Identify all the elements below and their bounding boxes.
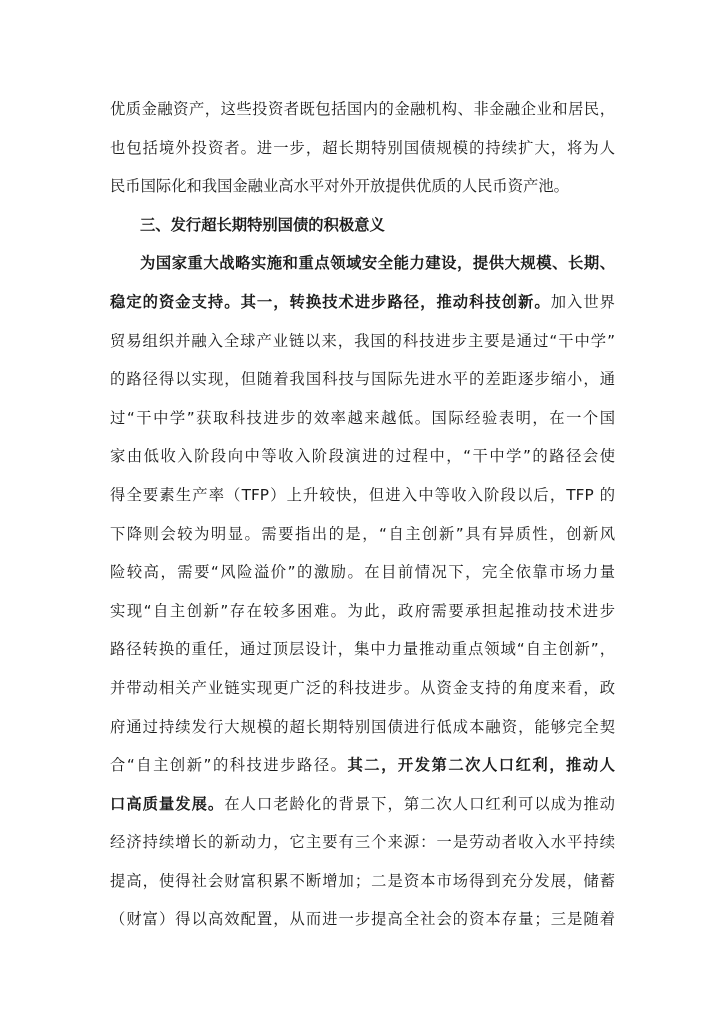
paragraph-line: 路径转换的重任，通过顶层设计，集中力量推动重点领域“自主创新”， xyxy=(110,640,615,659)
paragraph-line: 经济持续增长的新动力，它主要有三个来源：一是劳动者收入水平持续 xyxy=(110,833,615,852)
document-body xyxy=(110,90,615,939)
paragraph-line xyxy=(110,283,615,322)
paragraph-line: 提高，使得社会财富积累不断增加；二是资本市场得到充分发展，储蓄 xyxy=(110,871,615,890)
paragraph-line: 贸易组织并融入全球产业链以来，我国的科技进步主要是通过“干中学” xyxy=(110,331,615,350)
paragraph-line: 得全要素生产率（TFP）上升较快，但进入中等收入阶段以后，TFP 的 xyxy=(110,485,615,504)
paragraph-line: 的路径得以实现，但随着我国科技与国际先进水平的差距逐步缩小，通 xyxy=(110,370,615,389)
paragraph-line: 为国家重大战略实施和重点领域安全能力建设，提供大规模、长期、 xyxy=(140,254,615,273)
paragraph-line: 并带动相关产业链实现更广泛的科技进步。从资金支持的角度来看，政 xyxy=(110,678,615,697)
paragraph-line: 下降则会较为明显。需要指出的是，“自主创新”具有异质性，创新风 xyxy=(110,524,615,543)
paragraph-line: 优质金融资产，这些投资者既包括国内的金融机构、非金融企业和居民， xyxy=(110,100,615,118)
paragraph-line: （财富）得以高效配置，从而进一步提高全社会的资本存量；三是随着 xyxy=(110,910,615,929)
bold-run: 其二，开发第二次人口红利，推动人 xyxy=(347,756,615,775)
paragraph-line: 家由低收入阶段向中等收入阶段演进的过程中，“干中学”的路径会使 xyxy=(110,447,615,466)
section-heading: 三、发行超长期特别国债的积极意义 xyxy=(140,215,385,234)
paragraph-line: 也包括境外投资者。进一步，超长期特别国债规模的持续扩大，将为人 xyxy=(110,138,615,157)
bold-run: 口高质量发展。 xyxy=(110,794,225,813)
paragraph-line: 险较高，需要“风险溢价”的激励。在目前情况下，完全依靠市场力量 xyxy=(110,563,615,582)
paragraph-line xyxy=(110,746,615,785)
normal-run: 合“自主创新”的科技进步路径。 xyxy=(110,756,348,775)
paragraph-line: 府通过持续发行大规模的超长期特别国债进行低成本融资，能够完全契 xyxy=(110,717,615,736)
paragraph-line xyxy=(110,785,615,824)
paragraph-line: 民币国际化和我国金融业高水平对外开放提供优质的人民币资产池。 xyxy=(110,177,569,196)
normal-run: 在人口老龄化的背景下，第二次人口红利可以成为推动 xyxy=(224,794,615,813)
normal-run: 加入世界 xyxy=(550,292,615,311)
paragraph-line: 过“干中学”获取科技进步的效率越来越低。国际经验表明，在一个国 xyxy=(110,408,615,427)
bold-run: 稳定的资金支持。其一，转换技术进步路径，推动科技创新。 xyxy=(110,292,551,311)
paragraph-line: 实现“自主创新”存在较多困难。为此，政府需要承担起推动技术进步 xyxy=(110,601,615,620)
